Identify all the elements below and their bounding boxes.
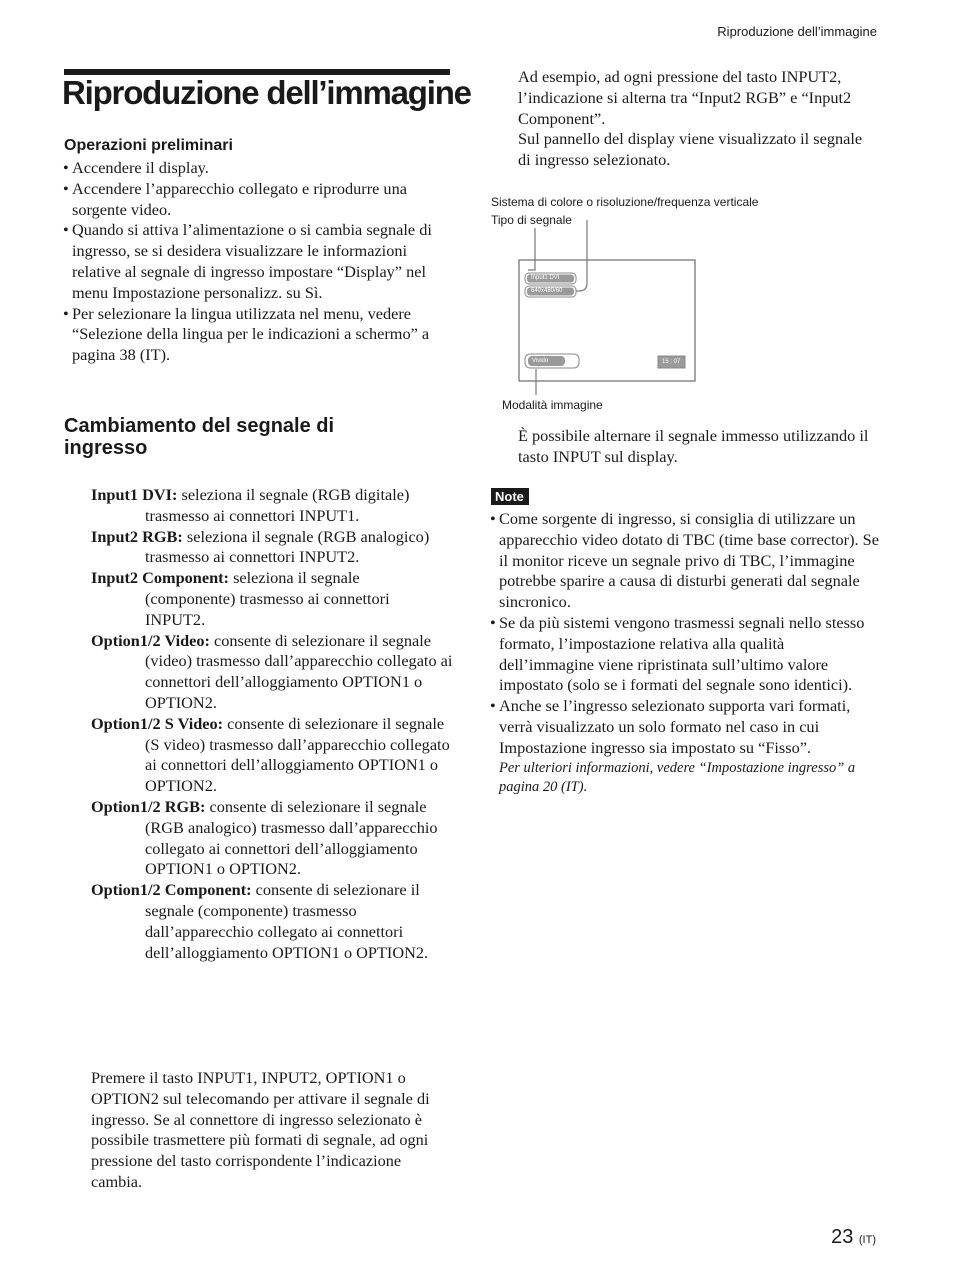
definition-text: consente di selezionare il segnale (componente) trasmesso dall’apparecchio collegato ai connettori dell’alloggiamento OPTION1 o OPTION2. [145,880,429,962]
definition-term: Option1/2 Component: [91,880,252,900]
definition-text: consente di selezionare il segnale (video) trasmesso dall’apparecchio collegato ai connettori dell’alloggiamento OPTION1 o OPTION2. [145,630,453,712]
list-item: • Anche se l’ingresso selezionato supporta vari formati, verrà visualizzato un solo formato nel caso in cui Impostazione ingresso sia impostato su “Fisso”. [490,696,882,758]
example-paragraphs [518,67,878,171]
osd-figure [488,192,888,422]
definition-text: seleziona il segnale (RGB analogico) trasmesso ai connettori INPUT2. [145,526,430,567]
label-signal-type: Tipo di segnale [491,213,572,227]
definition-term: Input2 RGB: [91,526,183,546]
definition-list [91,485,453,963]
prelim-list [63,158,453,366]
note-reference: Per ulteriori informazioni, vedere “Impostazione ingresso” a pagina 20 (IT). [499,759,856,796]
page-number-value: 23 [831,1226,854,1248]
definition-item [91,880,453,963]
definition-item [91,568,453,630]
list-item: • Se da più sistemi vengono trasmessi segnali nello stesso formato, l’impostazione relativa alla qualità dell’immagine viene ripristinata sull’ultimo valore impostato (solo se i formati del segnale sono identici). [490,613,882,696]
definition-text: consente di selezionare il segnale (S video) trasmesso dall’apparecchio collegato ai connettori dell’alloggiamento OPTION1 o OPTION2. [145,713,450,796]
definition-term: Option1/2 RGB: [91,796,206,816]
list-item: • Accendere l’apparecchio collegato e riprodurre una sorgente video. [63,179,453,221]
osd-time: 15 : 07 [662,359,681,365]
list-item: • Per selezionare la lingua utilizzata nel menu, vedere “Selezione della lingua per le indicazioni a schermo” a pagina 38 (IT). [63,304,453,366]
definition-item [91,797,453,880]
label-color-system: Sistema di colore o risoluzione/frequenza verticale [491,195,759,209]
notes-list [490,509,882,759]
list-item: • Accendere il display. [63,158,453,179]
definition-text: consente di selezionare il segnale (RGB analogico) trasmesso dall’apparecchio collegato ai connettori dell’alloggiamento OPTION1 o OPTION2. [145,796,438,879]
running-head: Riproduzione dell’immagine [717,24,877,39]
definition-item [91,485,453,527]
page-number-suffix: (IT) [858,1234,876,1246]
definition-term: Option1/2 S Video: [91,713,224,733]
definition-item [91,631,453,714]
example-paragraph: Sul pannello del display viene visualizzato il segnale di ingresso selezionato. [518,129,863,170]
page-number [831,1226,876,1249]
osd-mode: Vivido [532,358,549,364]
notes-block [490,509,882,798]
note-badge: Note [491,488,529,505]
definition-item [91,714,453,797]
prelim-heading: Operazioni preliminari [64,137,233,154]
list-item: • Quando si attiva l’alimentazione o si cambia segnale di ingresso, se si desidera visualizzare le informazioni relative al segnale di ingresso impostare “Display” nel menu Impostazione personalizz. su Sì. [63,220,453,303]
example-paragraph: Ad esempio, ad ogni pressione del tasto INPUT2, l’indicazione si alterna tra “Input2 RGB” e “Input2 Component”. [518,67,852,128]
definition-term: Option1/2 Video: [91,630,210,650]
list-item: • Come sorgente di ingresso, si consiglia di utilizzare un apparecchio video dotato di TBC (time base corrector). Se il monitor riceve un segnale privo di TBC, l’immagine potrebbe sparire a causa di disturbi generati dal segnale sincronico. [490,509,882,613]
press-paragraph: Premere il tasto INPUT1, INPUT2, OPTION1 o OPTION2 sul telecomando per attivare il segnale di ingresso. Se al connettore di ingresso selezionato è possibile trasmettere più formati di segnale, ad ogni pressione del tasto corrispondente l’indicazione cambia. [91,1068,430,1191]
definition-item [91,527,453,569]
section-heading: Cambiamento del segnale di ingresso [64,415,335,459]
definition-term: Input1 DVI: [91,485,178,504]
osd-input: Input1 DVI [531,275,560,281]
definition-text: seleziona il segnale (RGB digitale) trasmesso ai connettori INPUT1. [145,485,410,525]
osd-resolution: 640x480/60 [531,288,563,294]
definition-text: seleziona il segnale (componente) trasmesso ai connettori INPUT2. [145,568,390,629]
page-title: Riproduzione dell’immagine [62,74,471,111]
alternate-paragraph: È possibile alternare il segnale immesso utilizzando il tasto INPUT sul display. [518,426,869,466]
definition-term: Input2 Component: [91,568,229,588]
label-picture-mode: Modalità immagine [502,398,603,412]
